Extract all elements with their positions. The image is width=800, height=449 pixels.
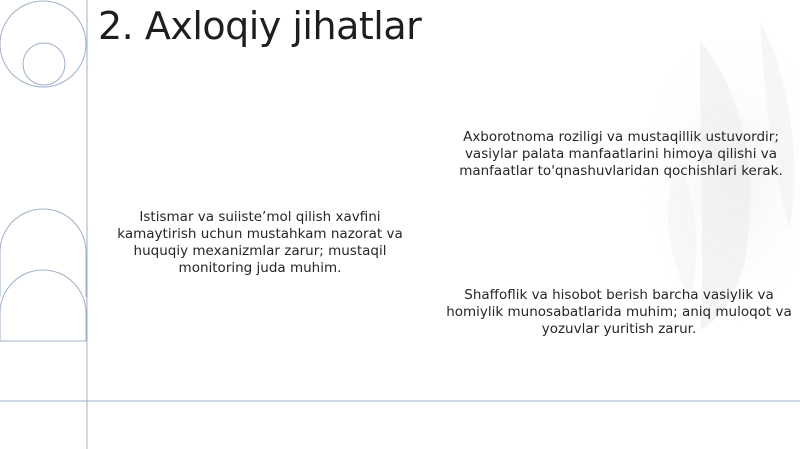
slide-title: 2. Axloqiy jihatlar [98, 4, 422, 48]
abuse-risk-paragraph: Istismar va suiiste’mol qilish xavfini kamaytirish uchun mustahkam nazorat va huquqiy mexanizmlar zarur; mustaqil monitoring juda muhim. [117, 209, 403, 276]
informed-consent-paragraph: Axborotnoma roziligi va mustaqillik ustuvordir; vasiylar palata manfaatlarini himoya qilishi va manfaatlar to'qnashuvlaridan qochishlari kerak. [459, 129, 783, 179]
transparency-paragraph: Shaffoflik va hisobot berish barcha vasiylik va homiylik munosabatlarida muhim; aniq muloqot va yozuvlar yuritish zarur. [446, 287, 792, 337]
